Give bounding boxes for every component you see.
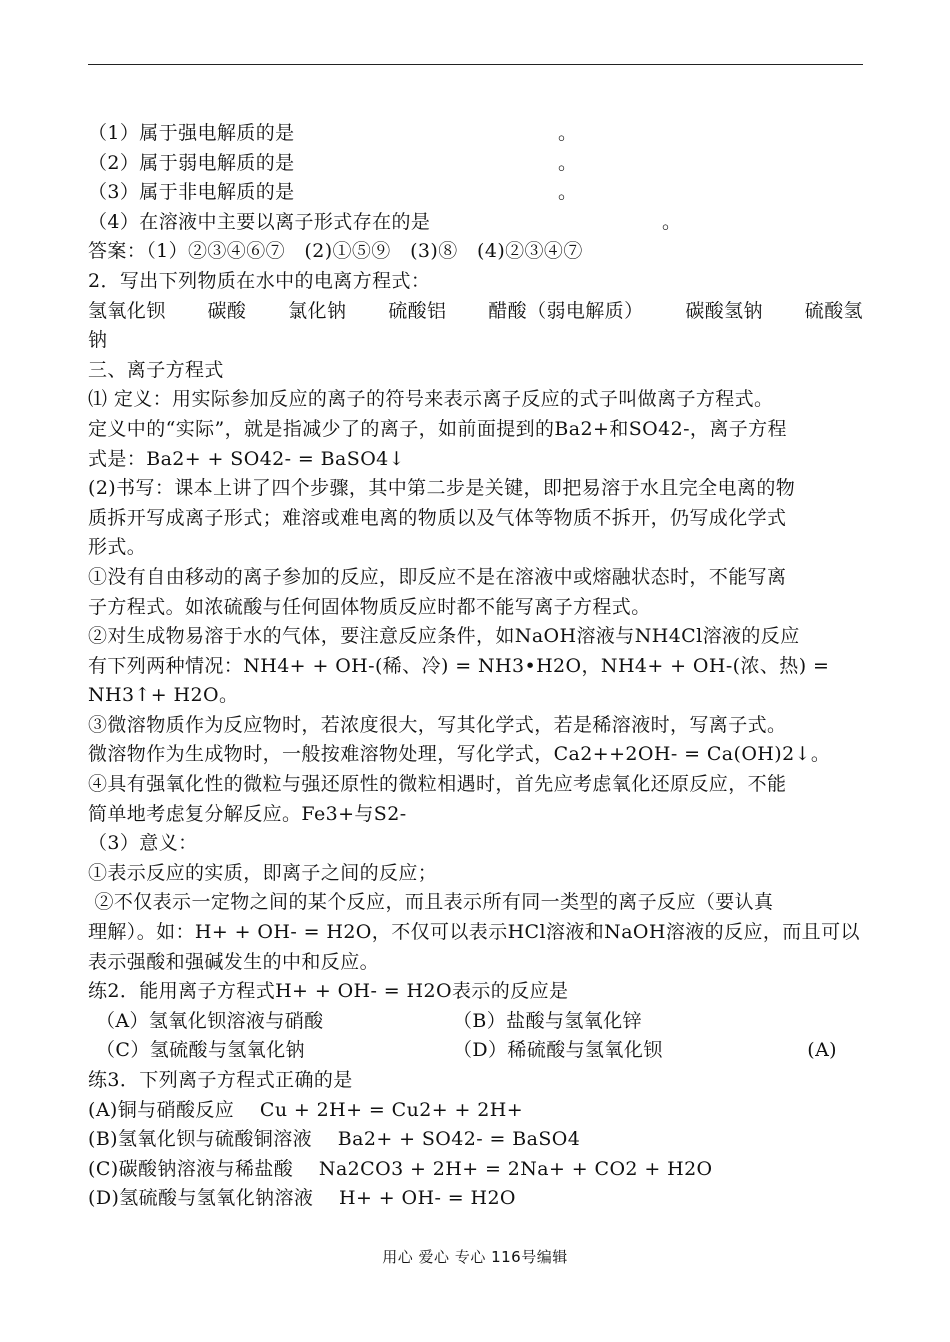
question-4-label: （4）在溶液中主要以离子形式存在的是 <box>88 210 431 233</box>
answer-line: 答案：（1）②③④⑥⑦ (2)①⑤⑨ (3)⑧ (4)②③④⑦ <box>88 240 583 263</box>
substance-item: 硫酸铝 <box>388 299 447 322</box>
q2-title: 2．写出下列物质在水中的电离方程式： <box>88 269 431 292</box>
practice-3-title: 练3．下列离子方程式正确的是 <box>88 1069 353 1091</box>
rule-2-line-2: 有下列两种情况：NH4+ + OH-(稀、冷) = NH3•H2O，NH4+ + OH-(浓、热) = <box>88 654 830 677</box>
definition-line-2: 定义中的“实际”，就是指减少了的离子，如前面提到的Ba2+和SO42-，离子方程 <box>88 417 787 440</box>
rule-1-line-2: 子方程式。如浓硫酸与任何固体物质反应时都不能写离子方程式。 <box>88 595 651 618</box>
rule-2-line-1: ②对生成物易溶于水的气体，要注意反应条件，如NaOH溶液与NH4Cl溶液的反应 <box>88 625 800 648</box>
page-content <box>88 119 863 1214</box>
substance-item: 氯化钠 <box>288 299 347 322</box>
rule-2-line-3: NH3↑+ H2O。 <box>88 684 239 707</box>
rule-4-line-2: 简单地考虑复分解反应。Fe3+与S2- <box>88 802 407 825</box>
rule-3-line-2: 微溶物作为生成物时，一般按难溶物处理，写化学式，Ca2++2OH- = Ca(OH)2↓。 <box>88 743 831 766</box>
meaning-2-line-3: 表示强酸和强碱发生的中和反应。 <box>88 950 380 973</box>
question-1 <box>88 119 863 149</box>
practice-3-option-d: (D)氢硫酸与氢氧化钠溶液 H+ + OH- = H2O <box>88 1187 516 1210</box>
definition-line-3: 式是：Ba2+ + SO42- = BaSO4↓ <box>88 447 405 470</box>
rule-1-line-1: ①没有自由移动的离子参加的反应，即反应不是在溶液中或熔融状态时，不能写离 <box>88 565 787 588</box>
question-2-end: 。 <box>558 151 578 174</box>
writing-line-2: 质拆开写成离子形式；难溶或难电离的物质以及气体等物质不拆开，仍写成化学式 <box>88 506 787 529</box>
practice-2-options-cd <box>88 1036 863 1066</box>
practice-2-answer: (A) <box>807 1039 837 1062</box>
meaning-2-line-1: ②不仅表示一定物之间的某个反应，而且表示所有同一类型的离子反应（要认真 <box>88 891 774 914</box>
practice-2-options-ab <box>88 1007 863 1037</box>
practice-2-option-d: （D）稀硫酸与氢氧化钡 <box>453 1039 663 1062</box>
q2-wrap: 钠 <box>88 329 108 352</box>
meaning-1: ①表示反应的实质，即离子之间的反应； <box>88 861 438 884</box>
rule-3-line-1: ③微溶物质作为反应物时，若浓度很大，写其化学式，若是稀溶液时，写离子式。 <box>88 713 787 736</box>
practice-2-option-c: （C）氢硫酸与氢氧化钠 <box>96 1039 305 1062</box>
meaning-2-line-2: 理解）。如：H+ + OH- = H2O，不仅可以表示HCl溶液和NaOH溶液的反应，而且可以 <box>88 921 860 944</box>
substance-item: 碳酸氢钠 <box>685 299 763 322</box>
practice-3-option-c: (C)碳酸钠溶液与稀盐酸 Na2CO3 + 2H+ = 2Na+ + CO2 + H2O <box>88 1157 713 1180</box>
section-3-title: 三、离子方程式 <box>88 358 224 381</box>
practice-2-option-a: （A）氢氧化钡溶液与硝酸 <box>96 1009 324 1032</box>
q2-substance-list <box>88 297 863 327</box>
definition-line-1: ⑴ 定义：用实际参加反应的离子的符号来表示离子反应的式子叫做离子方程式。 <box>88 388 774 411</box>
practice-2-title: 练2．能用离子方程式H+ + OH- = H2O表示的反应是 <box>88 980 569 1003</box>
substance-item: 醋酸（弱电解质） <box>488 299 644 322</box>
question-3-end: 。 <box>558 181 578 204</box>
question-3 <box>88 178 863 208</box>
question-1-label: （1）属于强电解质的是 <box>88 122 295 144</box>
meaning-title: （3）意义： <box>88 832 198 855</box>
substance-item: 碳酸 <box>207 299 247 322</box>
question-1-end: 。 <box>558 122 578 144</box>
practice-3-option-b: (B)氢氧化钡与硫酸铜溶液 Ba2+ + SO42- = BaSO4 <box>88 1128 581 1151</box>
substance-item: 硫酸氢 <box>804 299 863 322</box>
question-4 <box>88 208 863 238</box>
practice-2-option-b: （B）盐酸与氢氧化锌 <box>453 1009 642 1032</box>
writing-line-1: (2)书写：课本上讲了四个步骤，其中第二步是关键，即把易溶于水且完全电离的物 <box>88 477 796 500</box>
header-rule <box>88 64 863 65</box>
question-2-label: （2）属于弱电解质的是 <box>88 151 295 174</box>
writing-line-3: 形式。 <box>88 536 147 559</box>
page-footer: 用心 爱心 专心 116号编辑 <box>382 1248 568 1266</box>
rule-4-line-1: ④具有强氧化性的微粒与强还原性的微粒相遇时，首先应考虑氧化还原反应，不能 <box>88 773 787 796</box>
question-2 <box>88 149 863 179</box>
practice-3-option-a: (A)铜与硝酸反应 Cu + 2H+ = Cu2+ + 2H+ <box>88 1098 524 1121</box>
question-4-end: 。 <box>662 210 682 233</box>
question-3-label: （3）属于非电解质的是 <box>88 181 295 204</box>
substance-item: 氢氧化钡 <box>88 299 166 322</box>
